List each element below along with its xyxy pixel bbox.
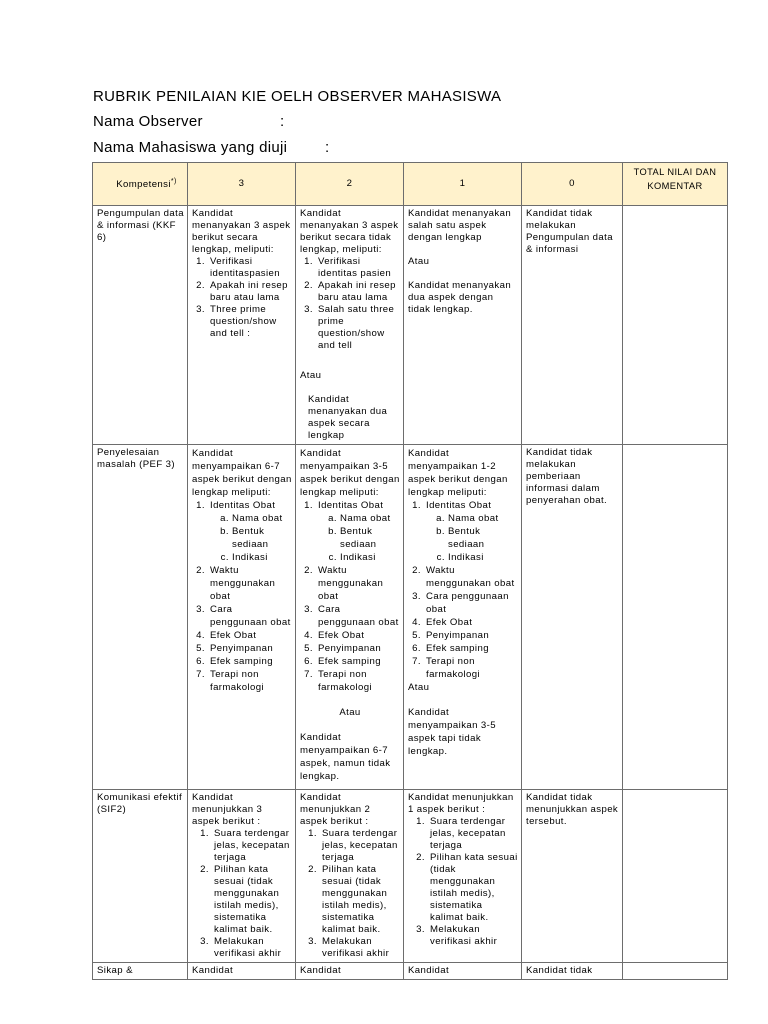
kompetensi-footnote-mark: *) (170, 178, 177, 186)
score-0-cell: Kandidat tidak melakukan Pengumpulan data & informasi (522, 206, 623, 445)
list-item: 2. Waktu menggunakan obat (424, 564, 518, 590)
score-0-cell: Kandidat tidak menunjukkan aspek tersebut. (522, 790, 623, 963)
kompetensi-cell: Komunikasi efektif (SIF2) (93, 790, 188, 963)
student-line (93, 139, 353, 156)
score-1-cell: Kandidat (404, 963, 522, 980)
rubric-table (92, 162, 728, 980)
list-item: 6. Efek samping (316, 655, 400, 668)
list-item: 2. Waktu menggunakan obat (316, 564, 400, 603)
list-item: 7. Terapi non farmakologi (316, 668, 400, 694)
score-0-cell: Kandidat tidak (522, 963, 623, 980)
score-2-cell: Kandidat (296, 963, 404, 980)
atau-text: Atau (300, 370, 322, 381)
list-item: 1. Verifikasi identitas pasien (316, 256, 400, 280)
sub-list (210, 512, 292, 564)
list-item: 3. Cara penggunaan obat (424, 590, 518, 616)
score-0-cell: Kandidat tidak melakukan pemberiaan informasi dalam penyerahan obat. (522, 445, 623, 790)
list-item: 3. Melakukan verifikasi akhir (212, 936, 292, 960)
list-item: 3. Salah satu three prime question/show and tell (316, 304, 400, 352)
atau-text: Atau (408, 682, 430, 693)
sub-list (426, 512, 518, 564)
table-header-row (93, 163, 728, 206)
criteria-intro: Kandidat menunjukkan 1 aspek berikut : (408, 792, 514, 815)
sub-list-item: a. Nama obat (232, 512, 292, 525)
sub-list-item: c. Indikasi (340, 551, 400, 564)
criteria-list (192, 256, 292, 340)
criteria-list (192, 499, 292, 694)
table-row (93, 445, 728, 790)
score-1-cell (404, 206, 522, 445)
list-item: 1. Suara terdengar jelas, kecepatan terjaga (212, 828, 292, 864)
criteria-list (192, 828, 292, 960)
observer-line (93, 113, 333, 130)
list-item: 2. Apakah ini resep baru atau lama (208, 280, 292, 304)
criteria-intro: Kandidat menyampaikan 6-7 aspek berikut dengan lengkap meliputi: (192, 448, 292, 498)
alternative-text: Kandidat menyampaikan 6-7 aspek, namun tidak lengkap. (300, 732, 391, 782)
sub-list-item: b. Bentuk sediaan (232, 525, 292, 551)
list-item: 2. Pilihan kata sesuai (tidak menggunakan istilah medis), sistematika kalimat baik. (320, 864, 400, 936)
col-header-kompetensi: Kompetensi*) (93, 163, 188, 206)
list-item: 3. Melakukan verifikasi akhir (320, 936, 400, 960)
list-item: 4. Efek Obat (208, 629, 292, 642)
kompetensi-cell: Pengumpulan data & informasi (KKF 6) (93, 206, 188, 445)
sub-list-item: b. Bentuk sediaan (448, 525, 518, 551)
list-item: 2. Pilihan kata sesuai (tidak menggunakan istilah medis), sistematika kalimat baik. (212, 864, 292, 936)
student-colon: : (325, 139, 330, 156)
criteria-list (300, 828, 400, 960)
list-item: 6. Efek samping (424, 642, 518, 655)
criteria-intro: Kandidat menunjukkan 3 aspek berikut : (192, 792, 263, 827)
table-row (93, 963, 728, 980)
score-2-cell (296, 790, 404, 963)
sub-list-item: b. Bentuk sediaan (340, 525, 400, 551)
score-3-cell (188, 206, 296, 445)
atau-text: Atau (339, 707, 361, 718)
col-header-score-2: 2 (296, 163, 404, 206)
list-item: 5. Penyimpanan (316, 642, 400, 655)
total-cell (623, 206, 728, 445)
criteria-list (408, 499, 518, 681)
list-item: 6. Efek samping (208, 655, 292, 668)
list-item: 1. Suara terdengar jelas, kecepatan terjaga (428, 816, 518, 852)
sub-list-item: c. Indikasi (232, 551, 292, 564)
list-item: 4. Efek Obat (316, 629, 400, 642)
list-item: 5. Penyimpanan (424, 629, 518, 642)
score-3-cell (188, 445, 296, 790)
list-item: 4. Efek Obat (424, 616, 518, 629)
criteria-intro: Kandidat menunjukkan 2 aspek berikut : (300, 792, 371, 827)
total-cell (623, 790, 728, 963)
document-title (93, 88, 501, 105)
criteria-intro: Kandidat menanyakan 3 aspek berikut secara lengkap, meliputi: (192, 208, 291, 255)
score-2-cell (296, 206, 404, 445)
col-header-score-0: 0 (522, 163, 623, 206)
criteria-intro: Kandidat menanyakan 3 aspek berikut secara tidak lengkap, meliputi: (300, 208, 399, 255)
criteria-intro: Kandidat menanyakan salah satu aspek dengan lengkap (408, 208, 512, 243)
list-item: 1. Identitas Obat a. Nama obat b. Bentuk sediaan c. Indikasi (316, 499, 400, 564)
list-item: 1. Identitas Obat a. Nama obat b. Bentuk sediaan c. Indikasi (424, 499, 518, 564)
list-item: 5. Penyimpanan (208, 642, 292, 655)
criteria-list (300, 499, 400, 694)
list-item: 3. Melakukan verifikasi akhir (428, 924, 518, 948)
criteria-list (300, 256, 400, 352)
sub-list-item: a. Nama obat (448, 512, 518, 525)
col-header-score-1: 1 (404, 163, 522, 206)
table-row (93, 206, 728, 445)
list-item: 7. Terapi non farmakologi (424, 655, 518, 681)
score-3-cell: Kandidat (188, 963, 296, 980)
table-row (93, 790, 728, 963)
list-item: 1. Identitas Obat a. Nama obat b. Bentuk sediaan c. Indikasi (208, 499, 292, 564)
score-1-cell (404, 790, 522, 963)
list-item: 2. Pilihan kata sesuai (tidak menggunakan istilah medis), sistematika kalimat baik. (428, 852, 518, 924)
observer-label: Nama Observer (93, 113, 203, 130)
criteria-list (408, 816, 518, 948)
alternative-text: Kandidat menanyakan dua aspek secara lengkap (308, 394, 388, 441)
alternative-text: Kandidat menyampaikan 3-5 aspek tapi tidak lengkap. (408, 707, 496, 757)
col-header-total: TOTAL NILAI DAN KOMENTAR (623, 163, 728, 206)
student-label: Nama Mahasiswa yang diuji (93, 139, 288, 156)
atau-text: Atau (408, 256, 430, 267)
sub-list-item: a. Nama obat (340, 512, 400, 525)
list-item: 1. Suara terdengar jelas, kecepatan terjaga (320, 828, 400, 864)
list-item: 3. Cara penggunaan obat (316, 603, 400, 629)
criteria-intro: Kandidat menyampaikan 1-2 aspek berikut dengan lengkap meliputi: (408, 448, 508, 498)
list-item: 2. Apakah ini resep baru atau lama (316, 280, 400, 304)
kompetensi-cell: Penyelesaian masalah (PEF 3) (93, 445, 188, 790)
col-header-score-3: 3 (188, 163, 296, 206)
sub-list-item: c. Indikasi (448, 551, 518, 564)
title-text: RUBRIK PENILAIAN KIE OELH OBSERVER MAHASISWA (93, 88, 502, 105)
kompetensi-cell: Sikap & (93, 963, 188, 980)
score-2-cell (296, 445, 404, 790)
list-item: 1. Verifikasi identitaspasien (208, 256, 292, 280)
list-item: 2. Waktu menggunakan obat (208, 564, 292, 603)
criteria-intro: Kandidat menyampaikan 3-5 aspek berikut dengan lengkap meliputi: (300, 448, 400, 498)
score-3-cell (188, 790, 296, 963)
score-1-cell (404, 445, 522, 790)
sub-list (318, 512, 400, 564)
alternative-text: Kandidat menanyakan dua aspek dengan tidak lengkap. (408, 280, 512, 315)
total-cell (623, 445, 728, 790)
list-item: 3. Three prime question/show and tell : (208, 304, 292, 340)
total-cell (623, 963, 728, 980)
observer-colon: : (280, 113, 285, 130)
list-item: 3. Cara penggunaan obat (208, 603, 292, 629)
list-item: 7. Terapi non farmakologi (208, 668, 292, 694)
